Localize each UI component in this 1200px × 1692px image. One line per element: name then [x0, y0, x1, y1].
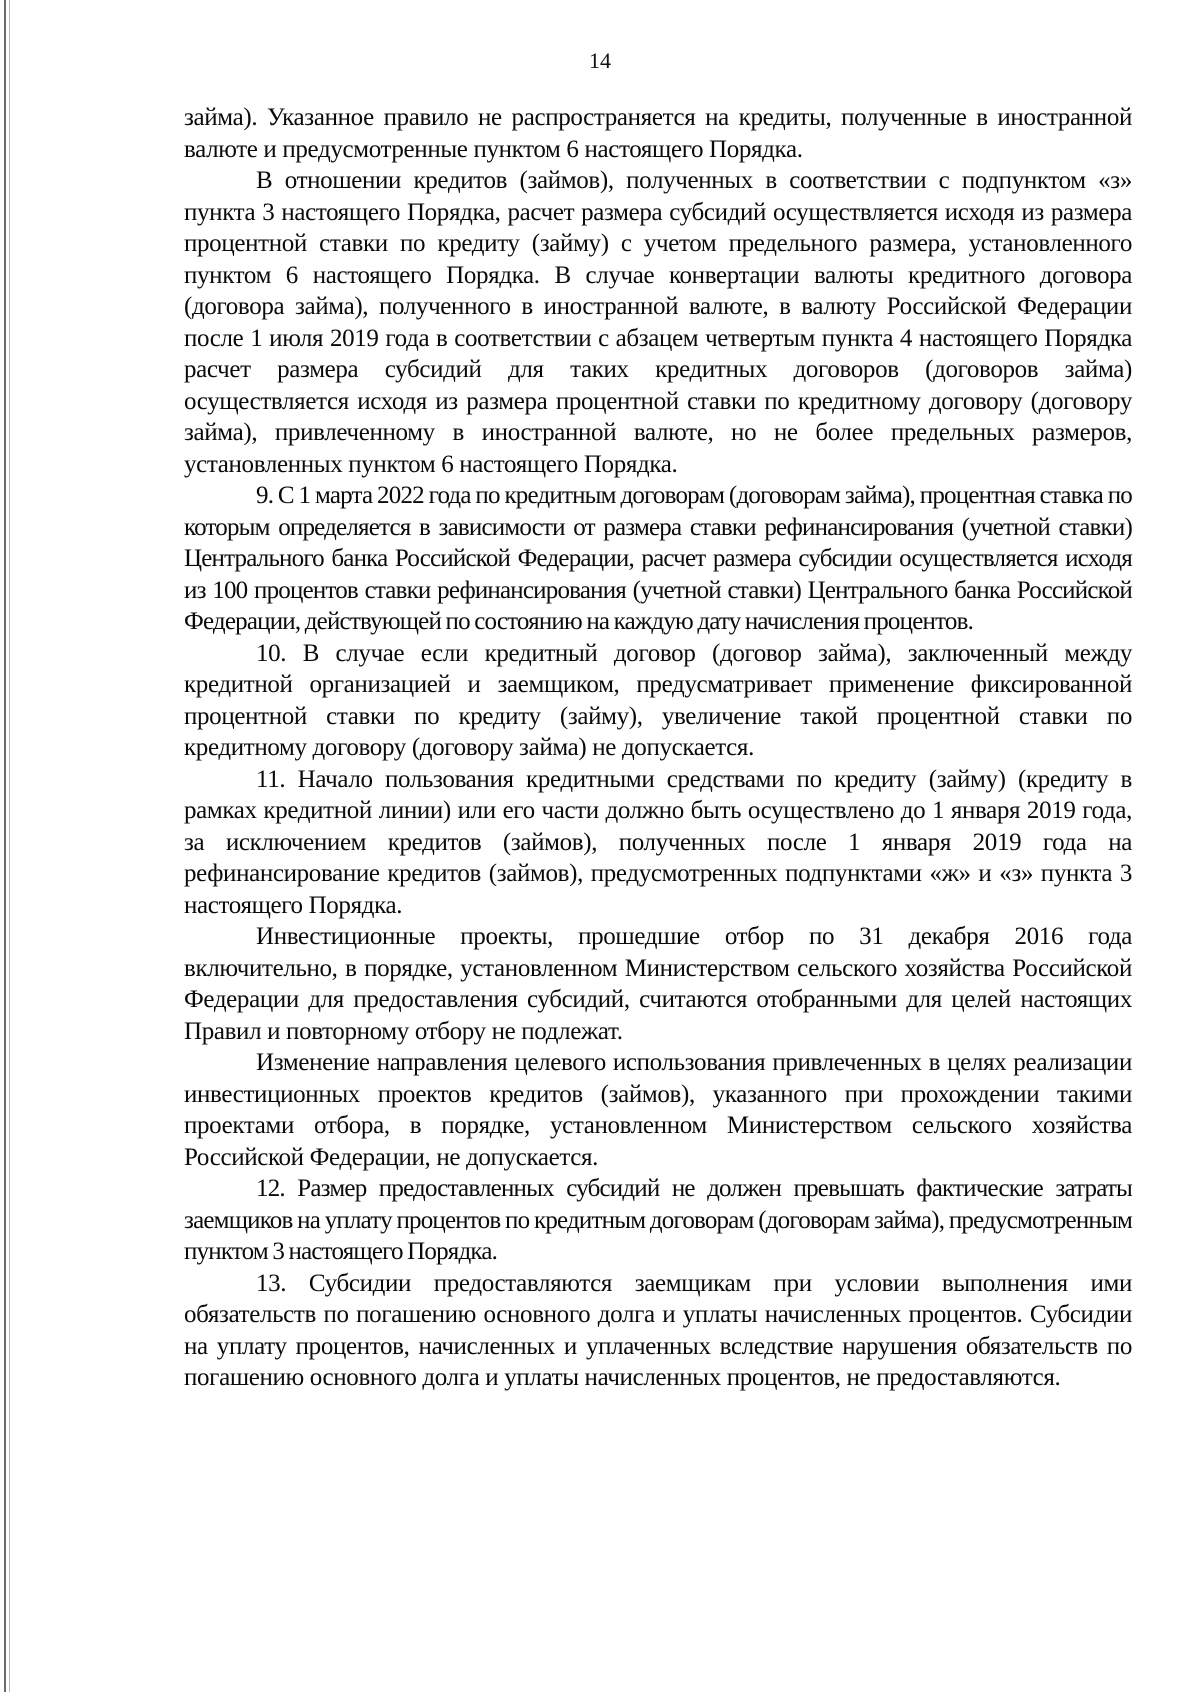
paragraph-continuation: займа). Указанное правило не распространяется на кредиты, полученные в иностранной валюте и предусмотренные пунктом 6 настоящего Порядка. [184, 104, 1132, 163]
paragraph-item-13: 13. Субсидии предоставляются заемщикам при условии выполнения ими обязательств по погашению основного долга и уплаты начисленных процентов. Субсидии на уплату процентов, начисленных и уплаченных вследствие нарушения обязательств по погашению основного долга и уплаты начисленных процентов, не предоставляются. [184, 1269, 1132, 1391]
paragraph-investment-projects: Инвестиционные проекты, прошедшие отбор по 31 декабря 2016 года включительно, в порядке, установленном Министерством сельского хозяйства Российской Федерации для предоставления субсидий, считаются отобранными для целей настоящих Правил и повторному отбору не подлежат. [184, 923, 1132, 1045]
scan-left-edge [4, 0, 6, 1692]
paragraph-item-12: 12. Размер предоставленных субсидий не должен превышать фактические затраты заемщиков на уплату процентов по кредитным договорам (договорам займа), предусмотренным пунктом 3 настоящего Порядка. [184, 1175, 1132, 1265]
paragraph-item-10: 10. В случае если кредитный договор (договор займа), заключенный между кредитной организацией и заемщиком, предусматривает применение фиксированной процентной ставки по кредиту (займу), увеличение такой процентной ставки по кредитному договору (договору займа) не допускается. [184, 639, 1132, 761]
document-body [184, 102, 1132, 1394]
paragraph-purpose-change: Изменение направления целевого использования привлеченных в целях реализации инвестиционных проектов кредитов (займов), указанного при прохождении такими проектами отбора, в порядке, установленном Министерством сельского хозяйства Российской Федерации, не допускается. [184, 1049, 1132, 1171]
scan-left-edge-shadow [9, 0, 10, 1692]
page-number: 14 [589, 48, 611, 73]
paragraph-item-11: 11. Начало пользования кредитными средствами по кредиту (займу) (кредиту в рамках кредитной линии) или его части должно быть осуществлено до 1 января 2019 года, за исключением кредитов (займов), полученных после 1 января 2019 года на рефинансирование кредитов (займов), предусмотренных подпунктами «ж» и «з» пункта 3 настоящего Порядка. [184, 765, 1132, 919]
paragraph-item-9: 9. С 1 марта 2022 года по кредитным договорам (договорам займа), процентная ставка по которым определяется в зависимости от размера ставки рефинансирования (учетной ставки) Центрального банка Российской Федерации, расчет размера субсидии осуществляется исходя из 100 процентов ставки рефинансирования (учетной ставки) Центрального банка Российской Федерации, действующей по состоянию на каждую дату начисления процентов. [184, 482, 1132, 635]
paragraph-interest-rate-calculation: В отношении кредитов (займов), полученных в соответствии с подпунктом «з» пункта 3 настоящего Порядка, расчет размера субсидий осуществляется исходя из размера процентной ставки по кредиту (займу) с учетом предельного размера, установленного пунктом 6 настоящего Порядка. В случае конвертации валюты кредитного договора (договора займа), полученного в иностранной валюте, в валюту Российской Федерации после 1 июля 2019 года в соответствии с абзацем четвертым пункта 4 настоящего Порядка расчет размера субсидий для таких кредитных договоров (договоров займа) осуществляется исходя из размера процентной ставки по кредитному договору (договору займа), привлеченному в иностранной валюте, но не более предельных размеров, установленных пунктом 6 настоящего Порядка. [184, 167, 1132, 478]
